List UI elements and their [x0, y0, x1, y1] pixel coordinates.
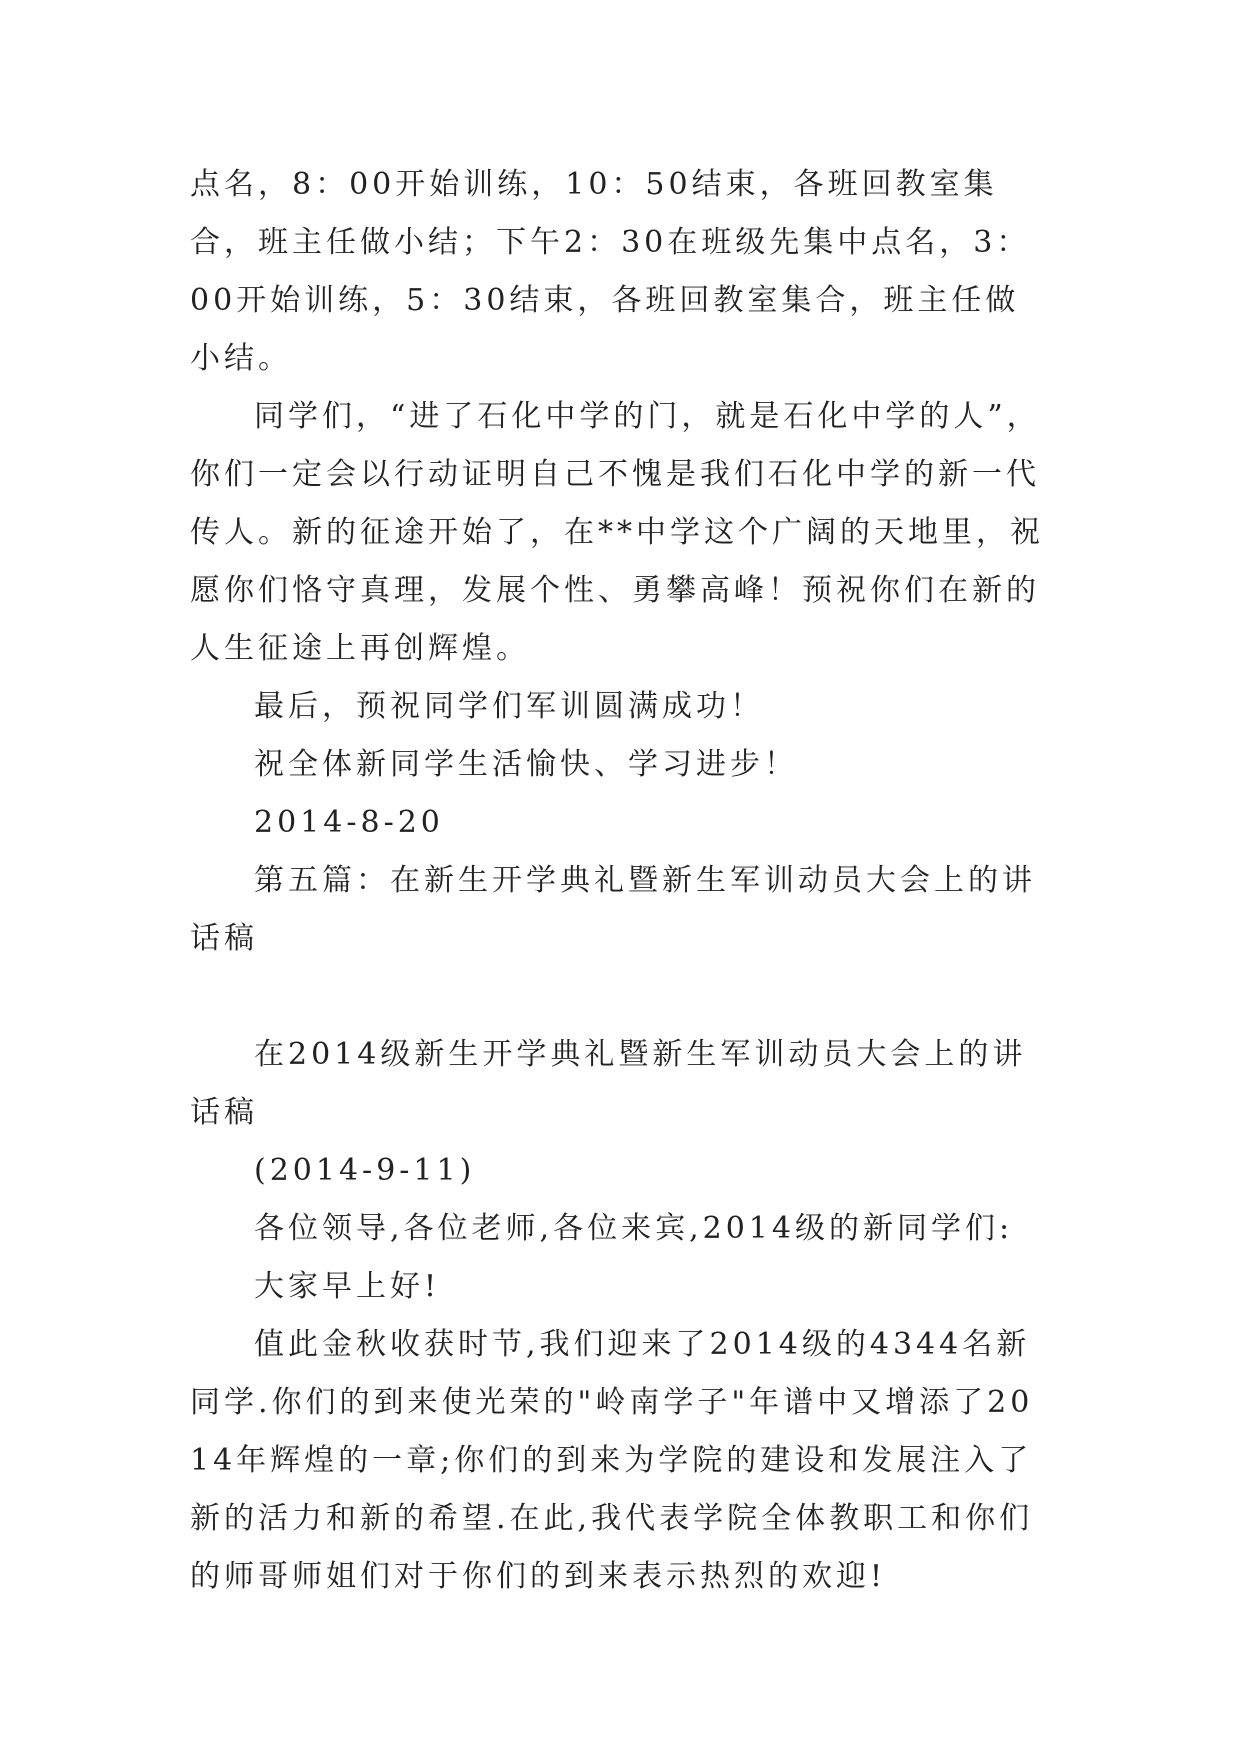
paragraph-training-schedule: 点名，8：00开始训练，10：50结束，各班回教室集合，班主任做小结；下午2：30在班级先集中点名，3：00开始训练，5：30结束，各班回教室集合，班主任做小结。: [190, 167, 1031, 376]
paragraph-greeting-wish: 祝全体新同学生活愉快、学习进步！: [254, 747, 798, 782]
speech-welcome-paragraph: 值此金秋收获时节,我们迎来了2014级的4344名新同学.你们的到来使光荣的"岭南学子"年谱中又增添了2014年辉煌的一章;你们的到来为学院的建设和发展注入了新的活力和新的希望.在此,我代表学院全体教职工和你们的师哥师姐们对于你们的到来表示热烈的欢迎!: [190, 1327, 1034, 1594]
speech-salutation: 各位领导,各位老师,各位来宾,2014级的新同学们:: [254, 1211, 1014, 1246]
blank-line: [190, 968, 1050, 1026]
speech-title: 在2014级新生开学典礼暨新生军训动员大会上的讲话稿: [190, 1037, 1027, 1130]
speech-date: (2014-9-11): [254, 1153, 476, 1188]
document-body: [190, 156, 1050, 1606]
paragraph-date: 2014-8-20: [254, 805, 444, 840]
paragraph-final-wish: 最后，预祝同学们军训圆满成功！: [254, 689, 764, 724]
section-heading-fifth: 第五篇：在新生开学典礼暨新生军训动员大会上的讲话稿: [190, 863, 1036, 956]
paragraph-student-message: 同学们，“进了石化中学的门，就是石化中学的人”，你们一定会以行动证明自己不愧是我们石化中学的新一代传人。新的征途开始了，在**中学这个广阔的天地里，祝愿你们恪守真理，发展个性、勇攀高峰！预祝你们在新的人生征途上再创辉煌。: [190, 399, 1044, 666]
speech-greeting: 大家早上好!: [254, 1269, 441, 1304]
